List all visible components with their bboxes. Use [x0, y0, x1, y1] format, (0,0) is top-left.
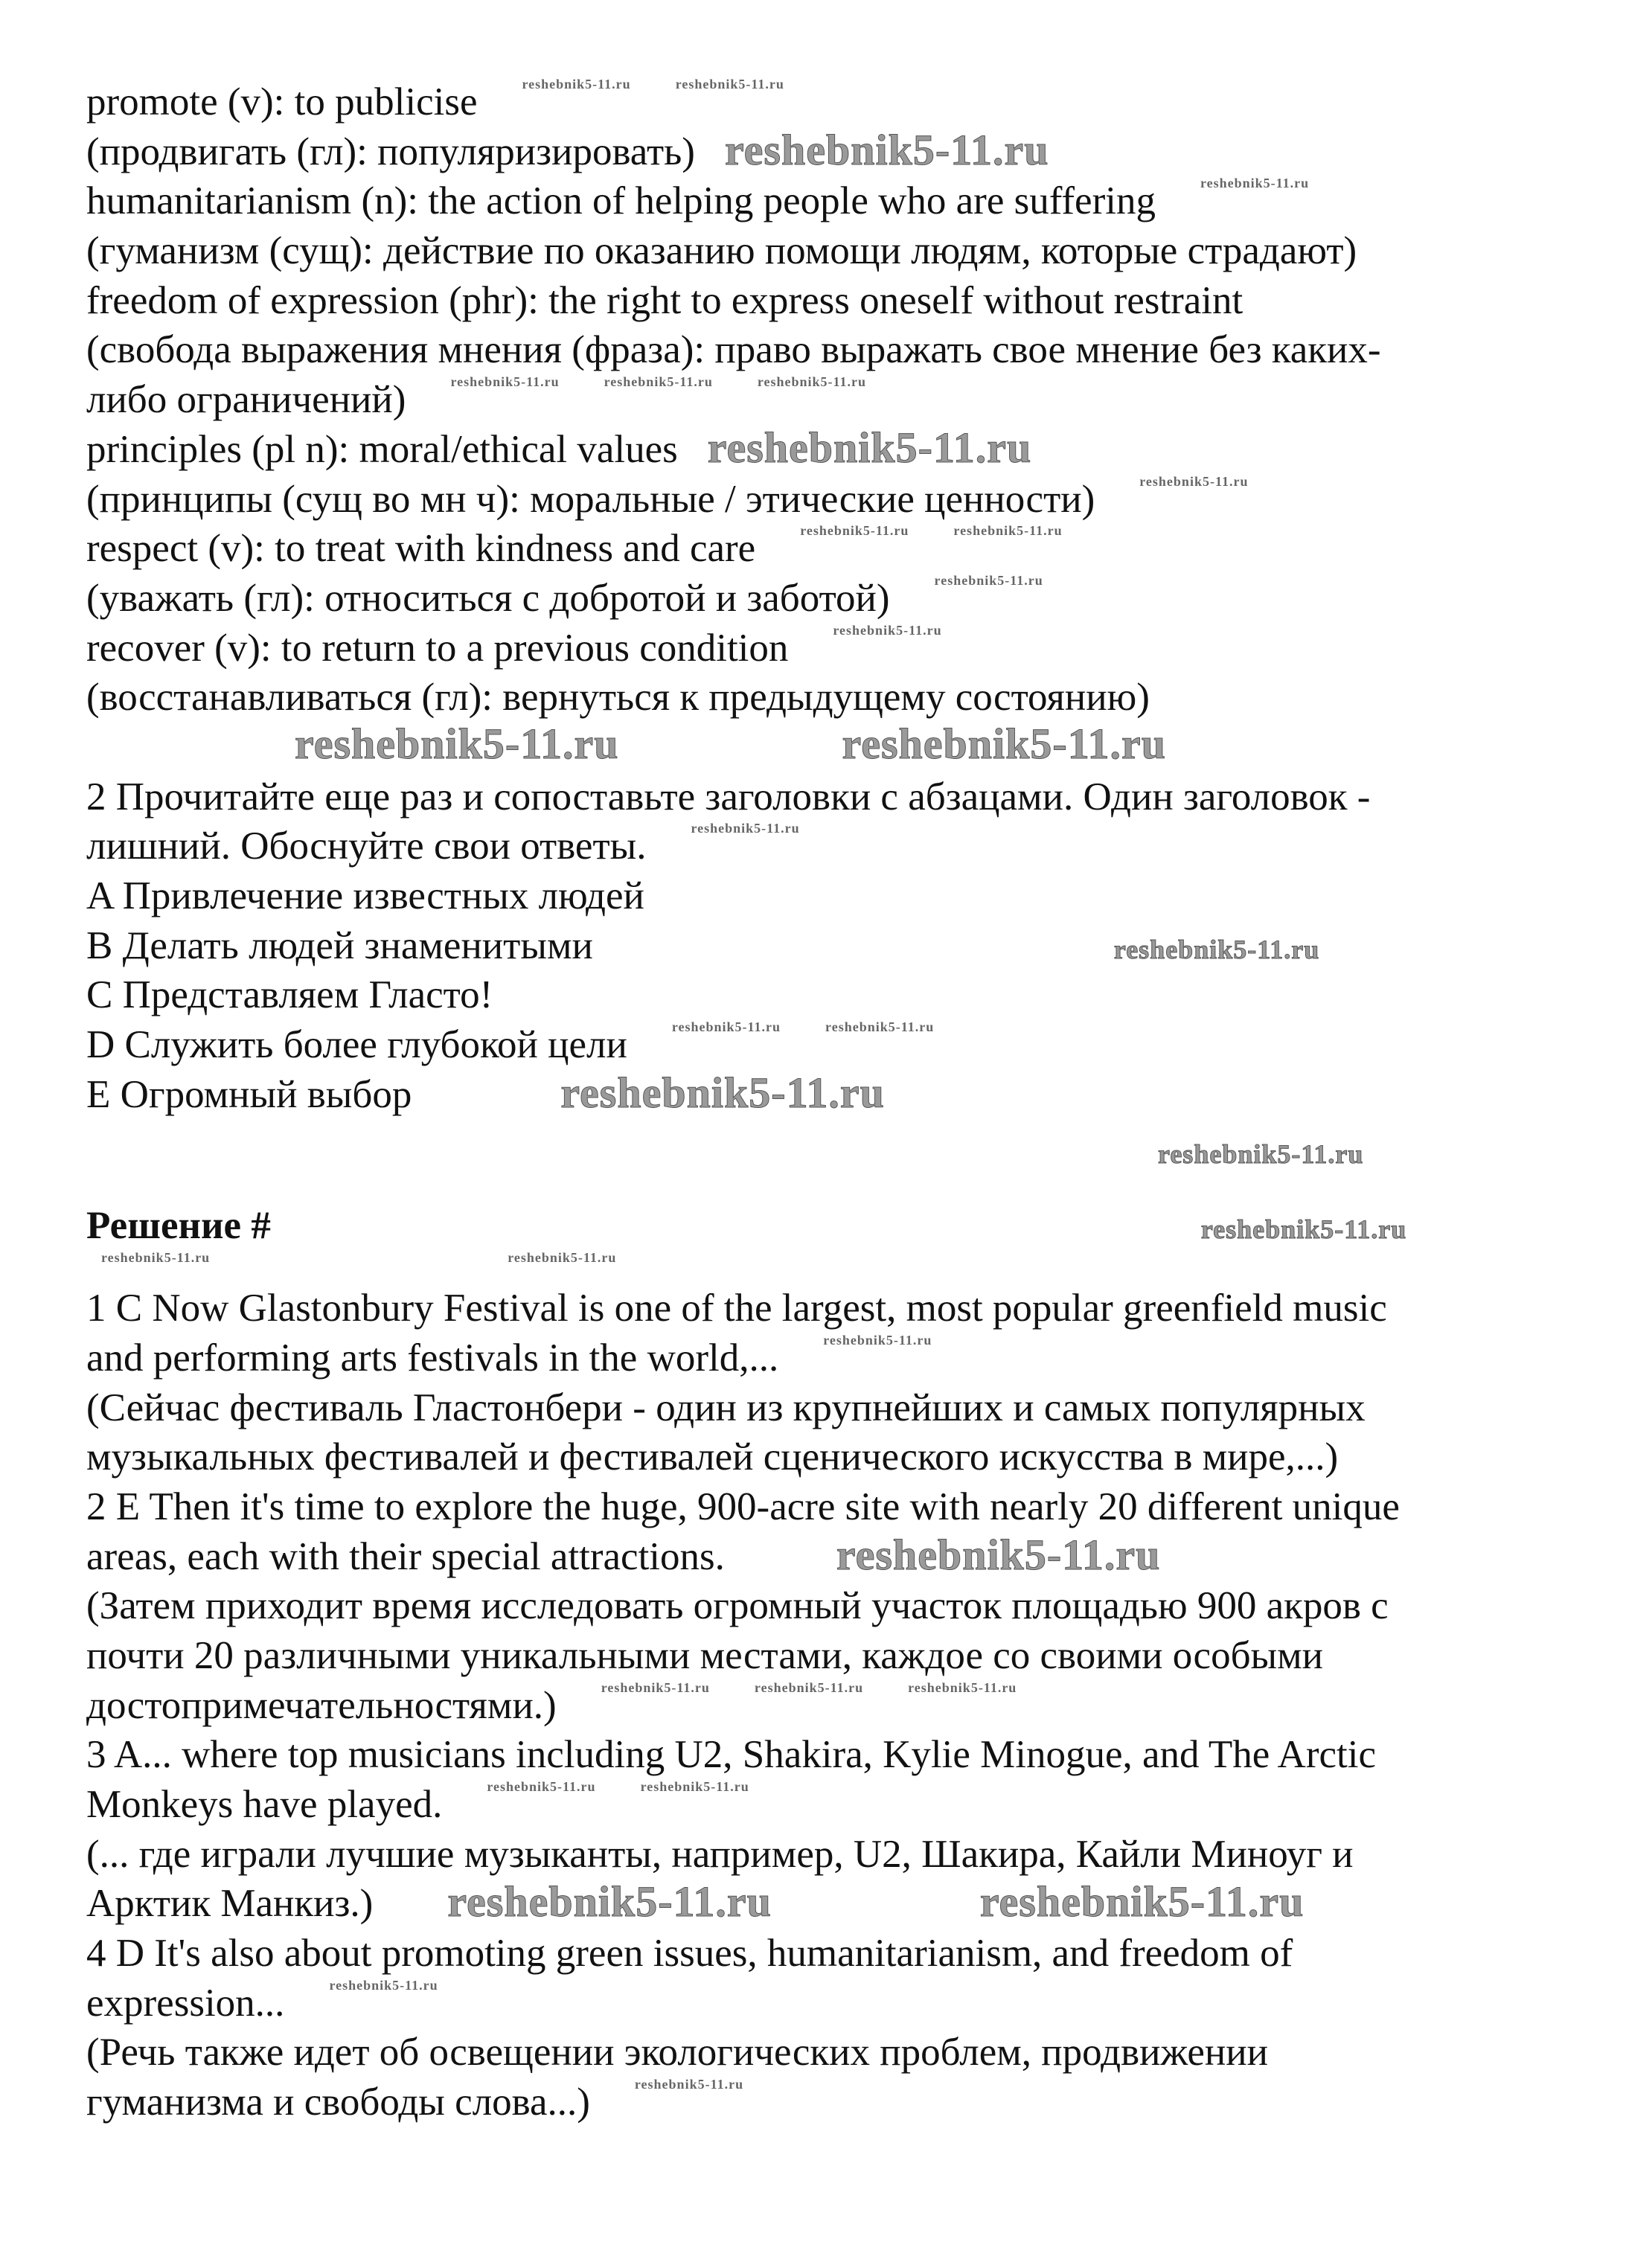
solution-line: 3 A... where top musicians including U2, Shakira, Kylie Minogue, and The Arctic — [86, 1733, 1376, 1777]
solution-line: (Сейчас фестиваль Гластонбери - один из крупнейших и самых популярных — [86, 1386, 1366, 1429]
vocab-row — [86, 673, 1604, 723]
watermark: reshebnik5-11.ru — [1113, 934, 1320, 964]
watermark: reshebnik5-11.ru — [640, 1779, 749, 1794]
task-row — [86, 1020, 1604, 1070]
watermark: reshebnik5-11.ru — [101, 1250, 211, 1266]
watermark: reshebnik5-11.ru — [560, 1068, 885, 1117]
watermark: reshebnik5-11.ru — [691, 821, 800, 836]
vocab-line: humanitarianism (n): the action of helping people who are suffering — [86, 179, 1156, 223]
vocab-row — [86, 77, 1604, 127]
solution-row — [86, 1929, 1604, 1979]
heading-option: C Представляем Гласто! — [86, 973, 493, 1017]
vocab-row — [86, 425, 1604, 475]
vocab-line: principles (pl n): moral/ethical values — [86, 427, 678, 471]
watermark: reshebnik5-11.ru — [601, 1679, 710, 1695]
solution-row — [86, 1383, 1604, 1433]
watermark: reshebnik5-11.ru — [1139, 473, 1249, 489]
watermark: reshebnik5-11.ru — [953, 523, 1063, 539]
watermark: reshebnik5-11.ru — [823, 1332, 932, 1348]
solution-line: areas, each with their special attractions. — [86, 1534, 725, 1578]
vocab-row — [86, 624, 1604, 673]
vocab-line: либо ограничений) — [86, 378, 406, 422]
document-page — [86, 77, 1604, 2127]
task-line: лишний. Обоснуйте свои ответы. — [86, 824, 647, 868]
solution-row — [86, 1333, 1604, 1383]
vocab-row — [86, 475, 1604, 525]
vocab-row — [86, 375, 1604, 425]
vocab-line: freedom of expression (phr): the right to express oneself without restraint — [86, 278, 1243, 322]
task-row — [86, 772, 1604, 822]
solution-line: почти 20 различными уникальными местами, каждое со своими особыми — [86, 1633, 1324, 1677]
watermark-row — [86, 1251, 1604, 1284]
vocab-line: (гуманизм (сущ): действие по оказанию помощи людям, которые страдают) — [86, 229, 1357, 273]
solution-line: expression... — [86, 1981, 285, 2025]
solution-row — [86, 1681, 1604, 1731]
watermark: reshebnik5-11.ru — [634, 2077, 744, 2092]
solution-row — [86, 1879, 1604, 1929]
solution-line: (... где играли лучшие музыканты, например, U2, Шакира, Кайли Миноуг и — [86, 1832, 1354, 1876]
watermark: reshebnik5-11.ru — [724, 125, 1049, 174]
watermark: reshebnik5-11.ru — [1200, 1214, 1407, 1245]
solution-heading-row — [86, 1201, 1604, 1251]
task-row — [86, 921, 1604, 971]
watermark: reshebnik5-11.ru — [825, 1019, 935, 1035]
watermark: reshebnik5-11.ru — [295, 719, 619, 768]
watermark: reshebnik5-11.ru — [450, 374, 560, 390]
solution-heading: Решение # — [86, 1204, 271, 1248]
vocab-line: (восстанавливаться (гл): вернуться к предыдущему состоянию) — [86, 676, 1150, 720]
vocab-line: recover (v): to return to a previous condition — [86, 626, 789, 670]
watermark: reshebnik5-11.ru — [833, 622, 942, 638]
solution-line: (Речь также идет об освещении экологических проблем, продвижении — [86, 2031, 1269, 2075]
task-section — [86, 772, 1604, 1120]
task-row — [86, 970, 1604, 1020]
solution-line: Арктик Манкиз.) — [86, 1882, 374, 1926]
solution-row — [86, 1284, 1604, 1333]
watermark: reshebnik5-11.ru — [1200, 176, 1310, 191]
watermark: reshebnik5-11.ru — [707, 423, 1032, 472]
solution-line: Monkeys have played. — [86, 1783, 443, 1826]
watermark: reshebnik5-11.ru — [934, 572, 1043, 588]
vocab-row — [86, 176, 1604, 226]
watermark: reshebnik5-11.ru — [908, 1679, 1017, 1695]
watermark: reshebnik5-11.ru — [329, 1977, 438, 1993]
watermark: reshebnik5-11.ru — [508, 1250, 617, 1266]
solution-section — [86, 1284, 1604, 2127]
solution-row — [86, 1581, 1604, 1631]
vocab-row — [86, 574, 1604, 624]
heading-option: E Огромный выбор — [86, 1072, 412, 1116]
solution-row — [86, 1631, 1604, 1681]
solution-line: достопримечательностями.) — [86, 1683, 557, 1727]
solution-line: (Затем приходит время исследовать огромный участок площадью 900 акров с — [86, 1584, 1389, 1628]
solution-row — [86, 1979, 1604, 2028]
watermark: reshebnik5-11.ru — [675, 77, 784, 92]
watermark: reshebnik5-11.ru — [757, 374, 867, 390]
watermark: reshebnik5-11.ru — [836, 1530, 1161, 1579]
heading-option: A Привлечение известных людей — [86, 874, 644, 917]
solution-row — [86, 1780, 1604, 1830]
task-row — [86, 821, 1604, 871]
watermark: reshebnik5-11.ru — [671, 1019, 781, 1035]
watermark: reshebnik5-11.ru — [604, 374, 713, 390]
watermark-row — [86, 1119, 1604, 1201]
solution-line: 2 E Then it's time to explore the huge, 900-acre site with nearly 20 different unique — [86, 1484, 1400, 1528]
vocab-row — [86, 276, 1604, 326]
watermark: reshebnik5-11.ru — [842, 719, 1167, 768]
watermark: reshebnik5-11.ru — [979, 1877, 1305, 1926]
task-row — [86, 871, 1604, 921]
watermark: reshebnik5-11.ru — [487, 1779, 596, 1794]
solution-line: 4 D It's also about promoting green issues, humanitarianism, and freedom of — [86, 1932, 1293, 1976]
solution-line: and performing arts festivals in the world,... — [86, 1336, 779, 1380]
solution-line: 1 C Now Glastonbury Festival is one of the largest, most popular greenfield music — [86, 1287, 1387, 1330]
solution-row — [86, 1482, 1604, 1532]
vocab-line: (уважать (гл): относиться с добротой и заботой) — [86, 576, 890, 620]
watermark: reshebnik5-11.ru — [447, 1877, 772, 1926]
solution-row — [86, 1532, 1604, 1582]
watermark-row — [86, 719, 1604, 772]
vocab-line: (принципы (сущ во мн ч): моральные / этические ценности) — [86, 477, 1095, 521]
solution-line: музыкальных фестивалей и фестивалей сценического искусства в мире,...) — [86, 1435, 1339, 1479]
heading-option: B Делать людей знаменитыми — [86, 923, 593, 967]
solution-row — [86, 2078, 1604, 2127]
task-row — [86, 1070, 1604, 1120]
solution-line: гуманизма и свободы слова...) — [86, 2080, 590, 2124]
vocab-line: (свобода выражения мнения (фраза): право выражать свое мнение без каких- — [86, 328, 1381, 372]
solution-row — [86, 2028, 1604, 2078]
task-line: 2 Прочитайте еще раз и сопоставьте заголовки с абзацами. Один заголовок - — [86, 775, 1371, 819]
vocabulary-list — [86, 77, 1604, 723]
watermark: reshebnik5-11.ru — [754, 1679, 864, 1695]
solution-row — [86, 1730, 1604, 1780]
vocab-row — [86, 127, 1604, 177]
vocab-row — [86, 325, 1604, 375]
vocab-line: (продвигать (гл): популяризировать) — [86, 129, 695, 173]
solution-row — [86, 1432, 1604, 1482]
solution-row — [86, 1830, 1604, 1880]
watermark: reshebnik5-11.ru — [522, 77, 631, 92]
vocab-row — [86, 524, 1604, 574]
vocab-line: respect (v): to treat with kindness and care — [86, 527, 756, 571]
vocab-row — [86, 226, 1604, 276]
heading-option: D Служить более глубокой цели — [86, 1023, 627, 1067]
watermark: reshebnik5-11.ru — [800, 523, 909, 539]
vocab-line: promote (v): to publicise — [86, 80, 478, 124]
watermark: reshebnik5-11.ru — [1158, 1139, 1364, 1170]
